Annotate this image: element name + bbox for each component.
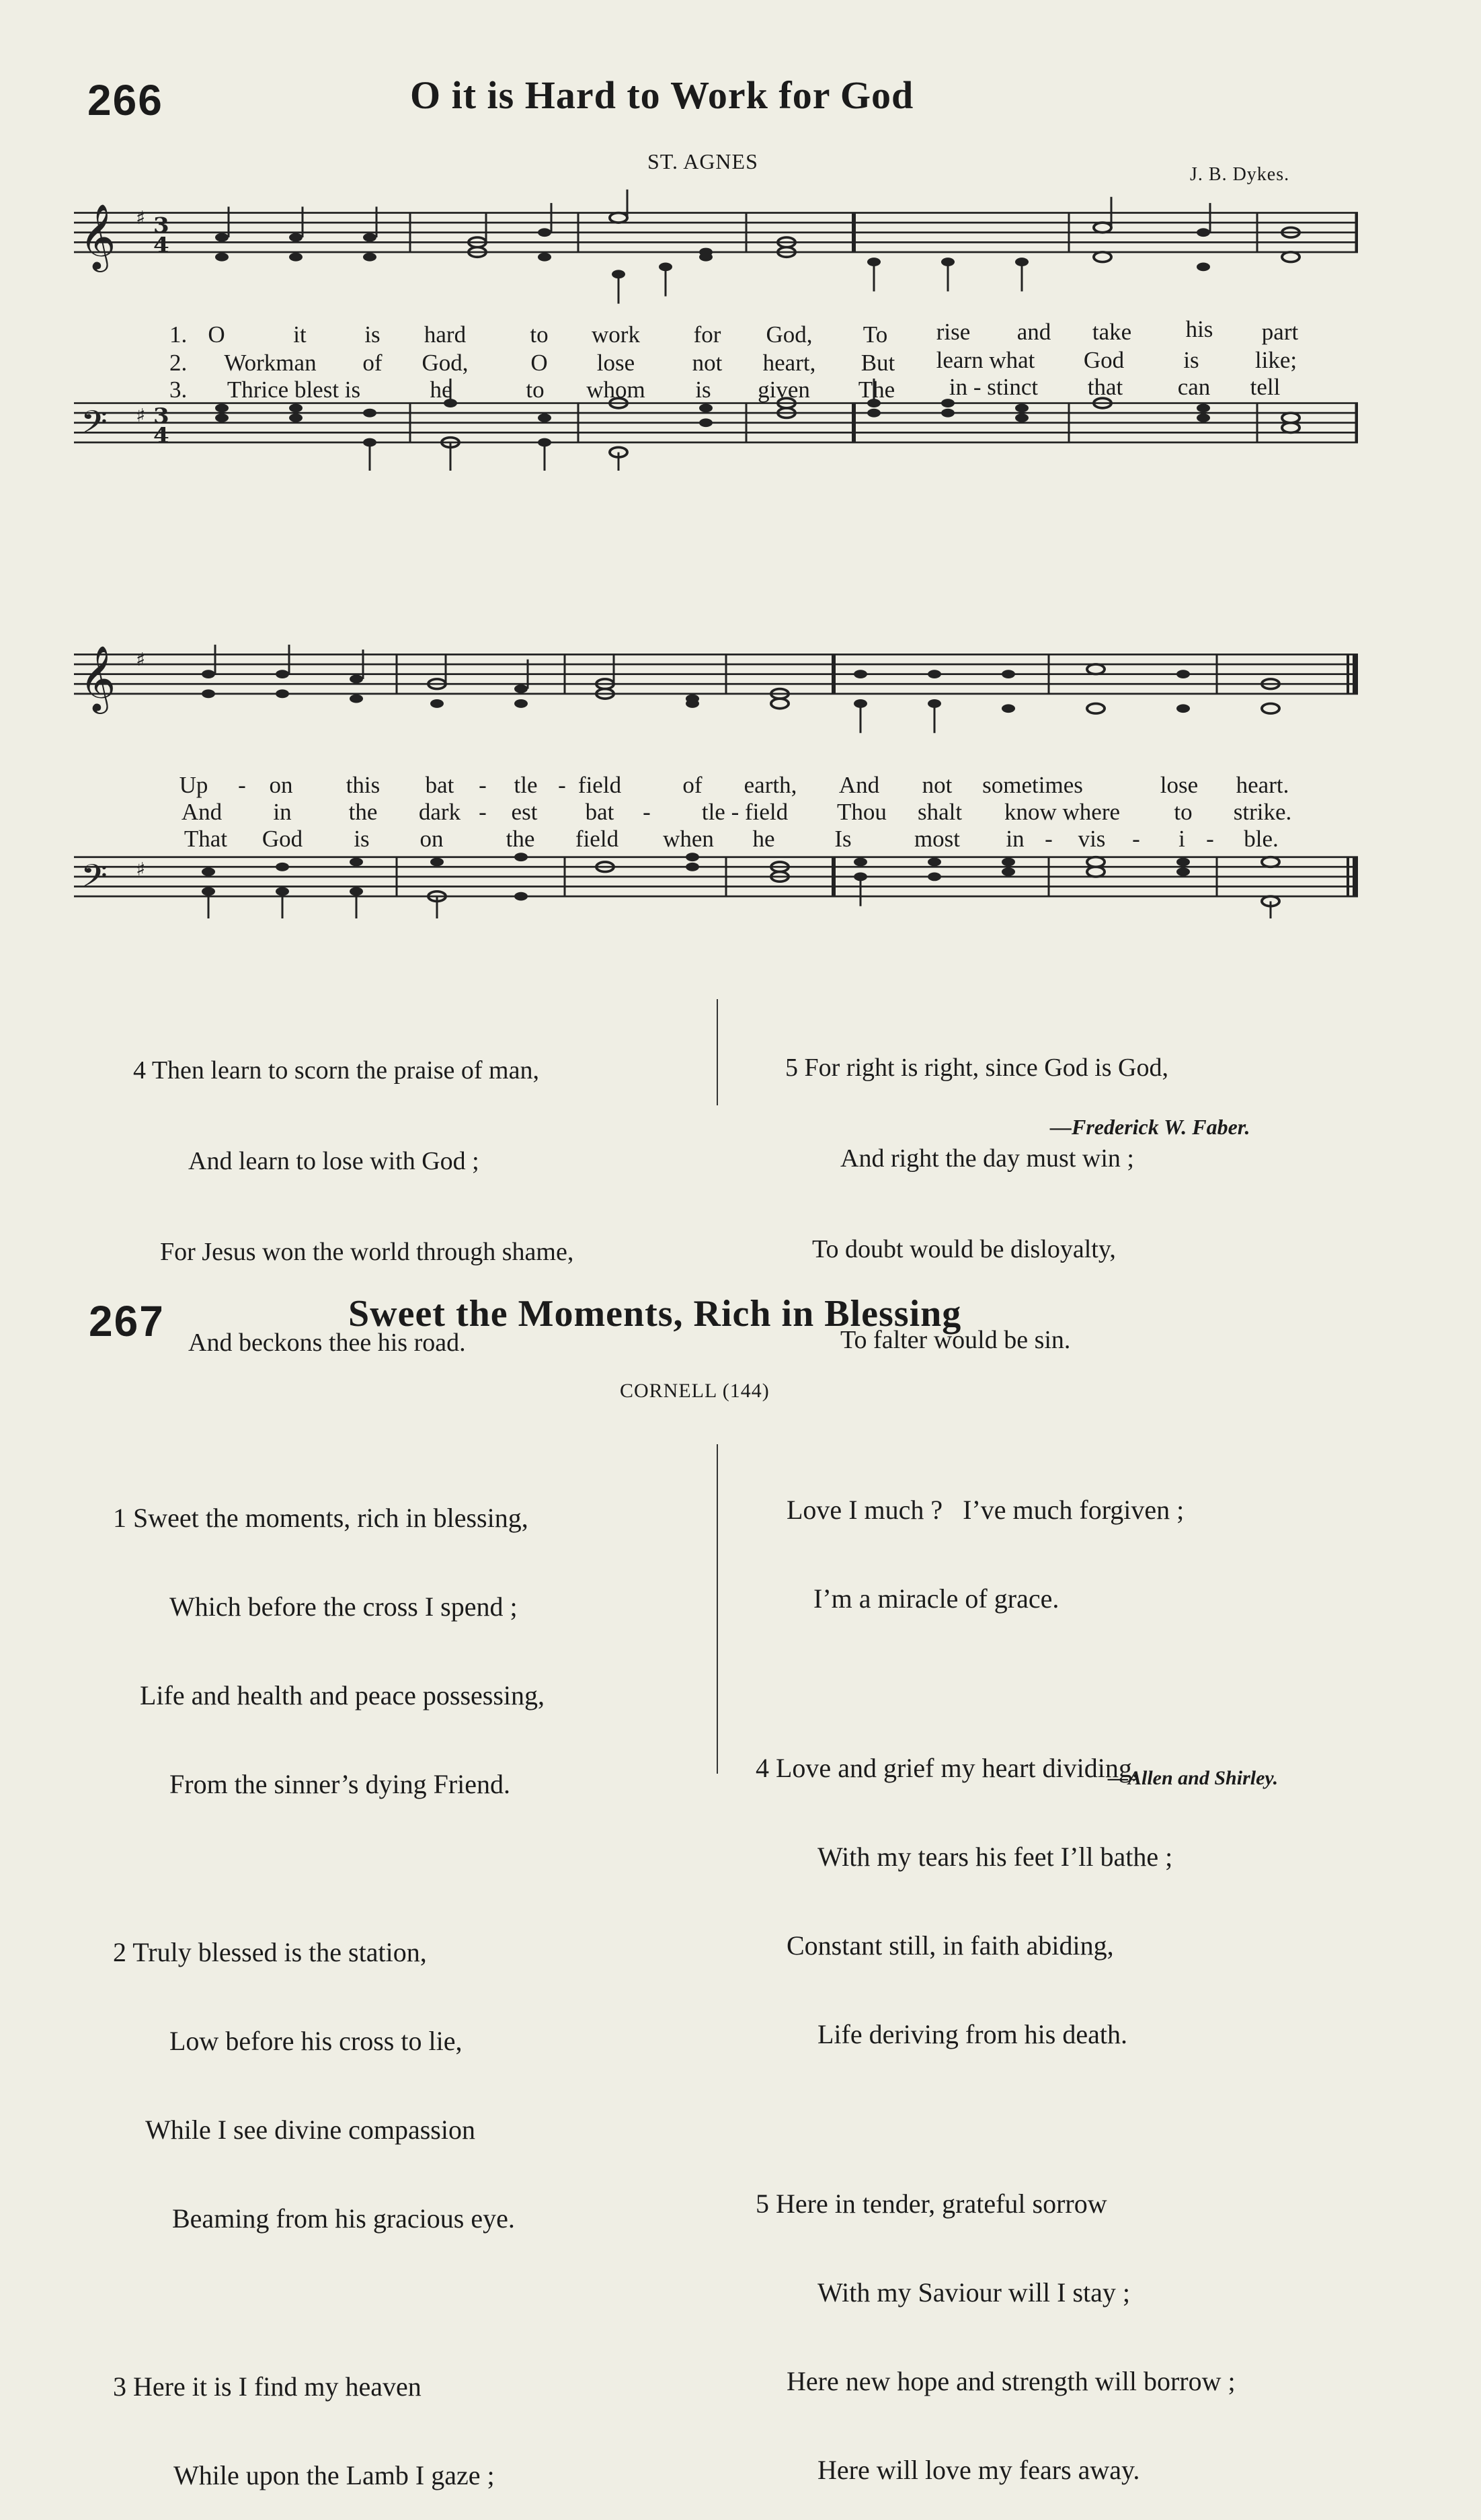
- lyric-syllable: work: [592, 321, 640, 348]
- lyric-syllable: not: [922, 772, 953, 798]
- lyric-syllable: that: [1087, 374, 1123, 400]
- lyric-syllable: God: [1083, 347, 1125, 373]
- stanza-line: And right the day must win ;: [840, 1144, 1134, 1173]
- stanza-line: Life and health and peace possessing,: [140, 1680, 545, 1710]
- lyric-syllable: i: [1178, 826, 1185, 852]
- lyric-syllable: in: [1006, 826, 1025, 852]
- lyric-syllable: The: [858, 377, 895, 403]
- stanza-number: 1: [113, 1503, 126, 1533]
- lyric-syllable: shalt: [917, 799, 963, 825]
- lyric-syllable: Workman: [224, 350, 317, 376]
- lyric-syllable: O: [208, 321, 225, 348]
- lyric-syllable: is: [1183, 347, 1199, 373]
- lyric-syllable: est: [511, 799, 538, 825]
- lyric-syllable: Thou: [837, 799, 887, 825]
- lyric-syllable: -: [643, 799, 651, 825]
- svg-text:𝄞: 𝄞: [79, 203, 116, 270]
- stanza-number: 3: [113, 2371, 126, 2402]
- stanza-number: 4: [133, 1056, 146, 1085]
- lyric-syllable: bat: [585, 799, 614, 825]
- lyric-syllable: in: [273, 799, 292, 825]
- lyric-syllable: -: [558, 772, 566, 798]
- lyric-syllable: bat: [425, 772, 454, 798]
- lyric-syllable: of: [362, 350, 383, 376]
- lyric-syllable: sometimes: [982, 772, 1083, 798]
- lyric-syllable: earth,: [744, 772, 797, 798]
- stanza-line: To doubt would be disloyalty,: [812, 1235, 1116, 1263]
- lyric-syllable: tell: [1250, 374, 1281, 400]
- stanza-number: 2: [113, 1937, 126, 1967]
- stanza-line: To falter would be sin.: [840, 1326, 1071, 1354]
- stanza-line: I’m a miracle of grace.: [813, 1583, 1059, 1614]
- lyric-syllable: God,: [766, 321, 813, 348]
- stanza-line: Beaming from his gracious eye.: [172, 2203, 515, 2234]
- lyric-syllable: part: [1261, 319, 1299, 345]
- stanza-line: Life deriving from his death.: [817, 2019, 1127, 2049]
- lyric-syllable: for: [693, 321, 721, 348]
- stanza-line: Then learn to scorn the praise of man,: [151, 1056, 539, 1085]
- hymn-number: 267: [89, 1297, 165, 1345]
- stanza-line: With my Saviour will I stay ;: [817, 2277, 1131, 2308]
- stanza-line: Here it is I find my heaven: [133, 2371, 422, 2402]
- stanza-line: And beckons thee his road.: [188, 1329, 466, 1357]
- lyric-syllable: on: [269, 772, 293, 798]
- verse-number: 1.: [169, 321, 188, 348]
- column-divider: [717, 1444, 718, 1774]
- lyric-syllable: it: [293, 321, 307, 348]
- lyric-syllable: rise: [936, 319, 971, 345]
- lyric-syllable: vis: [1078, 826, 1106, 852]
- stanza-line: Here will love my fears away.: [817, 2455, 1140, 2485]
- composer: J. B. Dykes.: [1190, 164, 1290, 185]
- svg-text:𝄢: 𝄢: [81, 403, 108, 448]
- lyric-syllable: in - stinct: [949, 374, 1039, 400]
- lyrics-system-2: [0, 772, 1481, 853]
- svg-text:4: 4: [153, 232, 169, 258]
- lyric-syllable: the: [506, 826, 535, 852]
- verse-number: 2.: [169, 350, 188, 376]
- lyric-syllable: -: [1206, 826, 1214, 852]
- lyric-syllable: -: [1132, 826, 1140, 852]
- lyric-syllable: he: [752, 826, 775, 852]
- stanza-line: While I see divine compassion: [145, 2115, 475, 2145]
- lyric-syllable: when: [663, 826, 714, 852]
- lyric-syllable: God: [262, 826, 303, 852]
- lyric-syllable: learn what: [936, 347, 1035, 373]
- stanza-line: Truly blessed is the station,: [132, 1937, 427, 1967]
- stanza-line: Love and grief my heart dividing,: [776, 1753, 1139, 1783]
- lyric-syllable: most: [914, 826, 961, 852]
- lyric-syllable: Is: [834, 826, 852, 852]
- verse-number: 3.: [169, 377, 188, 403]
- lyric-syllable: heart,: [762, 350, 816, 376]
- stanza-line: Love I much ? I’ve much forgiven ;: [787, 1495, 1185, 1525]
- author-credit: —Frederick W. Faber.: [1050, 1115, 1250, 1139]
- lyric-syllable: take: [1092, 319, 1132, 345]
- lyric-syllable: -: [238, 772, 246, 798]
- svg-text:♯: ♯: [136, 404, 146, 426]
- lyric-syllable: to: [526, 377, 545, 403]
- lyric-syllable: is: [354, 826, 370, 852]
- lyric-syllable: God,: [422, 350, 469, 376]
- lyric-syllable: That: [184, 826, 228, 852]
- lyric-syllable: know where: [1004, 799, 1121, 825]
- stanza-line: Sweet the moments, rich in blessing,: [133, 1503, 528, 1533]
- lyric-syllable: on: [419, 826, 444, 852]
- lyric-syllable: -: [479, 772, 487, 798]
- lyric-syllable: lose: [596, 350, 635, 376]
- lyric-syllable: like;: [1254, 347, 1297, 373]
- lyric-syllable: tle: [514, 772, 538, 798]
- stanza-line: Here new hope and strength will borrow ;: [787, 2366, 1236, 2396]
- lyric-syllable: -: [1045, 826, 1053, 852]
- lyric-syllable: field: [575, 826, 619, 852]
- hymn-title: Sweet the Moments, Rich in Blessing: [348, 1293, 962, 1335]
- lyric-syllable: lose: [1160, 772, 1199, 798]
- lyric-syllable: and: [1016, 319, 1051, 345]
- lyric-syllable: tle - field: [701, 799, 789, 825]
- stanza-line: Here in tender, grateful sorrow: [776, 2189, 1107, 2219]
- stanza-number: 4: [756, 1753, 769, 1783]
- stanza-number: 5: [756, 2189, 769, 2219]
- stanza-line: Low before his cross to lie,: [169, 2026, 463, 2056]
- svg-text:♯: ♯: [136, 858, 146, 880]
- svg-text:𝄞: 𝄞: [79, 645, 116, 711]
- stanza-line: Which before the cross I spend ;: [169, 1591, 518, 1622]
- tune-name: ST. AGNES: [647, 149, 758, 173]
- lyric-syllable: he: [430, 377, 452, 403]
- svg-text:♯: ♯: [136, 648, 146, 670]
- stanza-line: With my tears his feet I’ll bathe ;: [817, 1842, 1173, 1872]
- lyric-syllable: of: [682, 772, 703, 798]
- lyric-syllable: his: [1185, 316, 1213, 342]
- stanza-line: From the sinner’s dying Friend.: [169, 1769, 511, 1799]
- lyric-syllable: not: [692, 350, 723, 376]
- lyric-syllable: hard: [424, 321, 467, 348]
- lyric-syllable: can: [1177, 374, 1211, 400]
- svg-text:4: 4: [153, 422, 169, 448]
- lyric-syllable: And: [181, 799, 223, 825]
- lyric-syllable: field: [577, 772, 622, 798]
- lyric-syllable: But: [860, 350, 895, 376]
- lyric-syllable: to: [1174, 799, 1193, 825]
- lyric-syllable: this: [346, 772, 381, 798]
- column-divider: [717, 999, 718, 1105]
- hymn-number: 266: [87, 76, 163, 124]
- svg-text:3: 3: [153, 212, 169, 238]
- lyrics-system-1: [0, 316, 1481, 403]
- lyric-syllable: O: [530, 350, 548, 376]
- lyric-syllable: is: [695, 377, 711, 403]
- stanza-number: 5: [785, 1054, 798, 1082]
- stanza-line: For Jesus won the world through shame,: [160, 1238, 574, 1266]
- lyric-syllable: is: [364, 321, 381, 348]
- lyric-syllable: given: [758, 377, 810, 403]
- lyric-syllable: And: [838, 772, 880, 798]
- hymn-title: O it is Hard to Work for God: [410, 73, 914, 117]
- lyric-syllable: the: [348, 799, 378, 825]
- stanza-line: For right is right, since God is God,: [804, 1054, 1168, 1082]
- lyric-syllable: Up: [179, 772, 208, 798]
- lyric-syllable: ble.: [1244, 826, 1279, 852]
- lyric-syllable: strike.: [1233, 799, 1292, 825]
- tune-name: CORNELL (144): [620, 1380, 770, 1402]
- lyric-syllable: to: [530, 321, 549, 348]
- svg-text:3: 3: [153, 403, 169, 428]
- lyric-syllable: To: [863, 321, 888, 348]
- stanza-line: Constant still, in faith abiding,: [787, 1930, 1114, 1961]
- svg-text:♯: ♯: [136, 206, 146, 229]
- verses-right-column: [756, 1436, 1236, 2515]
- lyric-syllable: Thrice blest is: [227, 377, 361, 403]
- lyric-syllable: dark: [418, 799, 461, 825]
- svg-text:𝄢: 𝄢: [81, 857, 108, 902]
- lyric-syllable: whom: [586, 377, 645, 403]
- stanza-line: While upon the Lamb I gaze ;: [173, 2460, 495, 2490]
- verses-left-column: [113, 1444, 545, 2520]
- lyric-syllable: heart.: [1236, 772, 1289, 798]
- stanza-line: And learn to lose with God ;: [188, 1147, 479, 1175]
- author-credit: —Allen and Shirley.: [1108, 1767, 1279, 1789]
- lyric-syllable: -: [479, 799, 487, 825]
